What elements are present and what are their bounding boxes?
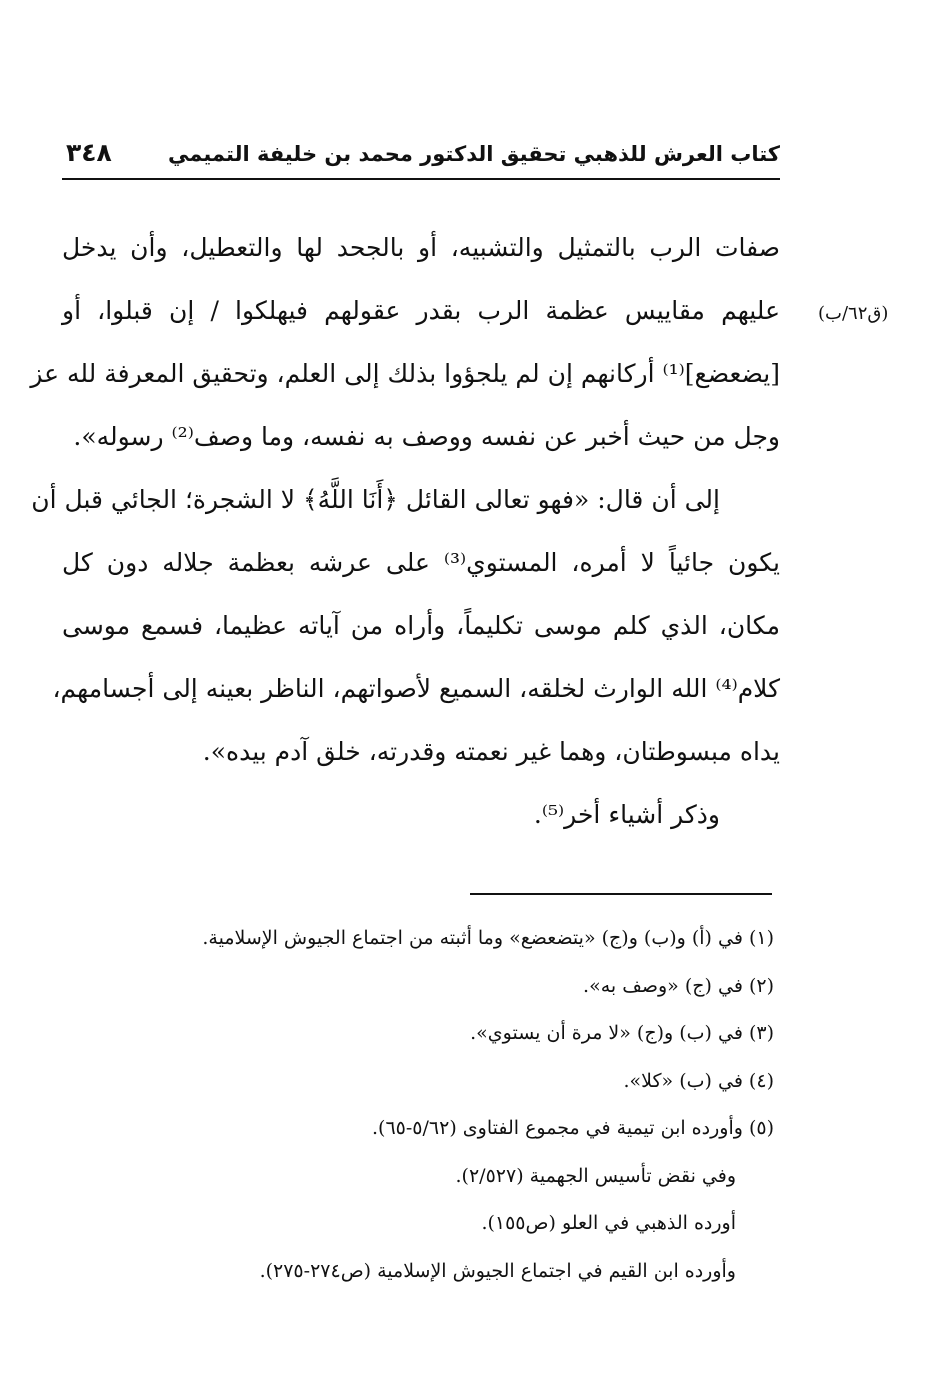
footnote-separator	[470, 893, 772, 895]
footnote-continuation: أورده الذهبي في العلو (ص١٥٥).	[481, 1212, 736, 1234]
main-text	[30, 222, 780, 852]
footnotes	[62, 918, 774, 1298]
text-line: مكان، الذي كلم موسى تكليماً، وأراه من آياته عظيما، فسمع موسى	[62, 611, 780, 640]
manuscript-folio-note: (ق٦٢/ب)	[818, 303, 889, 324]
text-line: كلام⁽⁴⁾ الله الوارث لخلقه، السميع لأصواتهم، الناظر بعينه إلى أجسامهم،	[52, 674, 780, 703]
text-line: وذكر أشياء أخر⁽⁵⁾.	[533, 800, 720, 829]
running-header-title: كتاب العرش للذهبي تحقيق الدكتور محمد بن خليفة التميمي	[168, 142, 780, 166]
text-line: يكون جائياً لا أمره، المستوي⁽³⁾ على عرشه بعظمة جلاله دون كل	[62, 548, 780, 577]
text-line: [يضعضع]⁽¹⁾ أركانهم إن لم يلجؤوا بذلك إلى العلم، وتحقيق المعرفة لله عز	[30, 359, 780, 388]
running-header	[62, 138, 780, 180]
footnote: (٥) وأورده ابن تيمية في مجموع الفتاوى (٥/٦٢-٦٥).	[372, 1117, 774, 1139]
footnote: (٤) في (ب) «كلا».	[623, 1069, 774, 1092]
footnote: (٣) في (ب) و(ج) «لا مرة أن يستوي».	[470, 1022, 774, 1044]
footnote: (١) في (أ) و(ب) و(ج) «يتضعضع» وما أثبته من اجتماع الجيوش الإسلامية.	[202, 927, 774, 949]
footnote: (٢) في (ج) «وصف به».	[583, 974, 774, 997]
footnote-continuation: وفي نقض تأسيس الجهمية (٢/٥٢٧).	[455, 1164, 736, 1187]
text-line: وجل من حيث أخبر عن نفسه ووصف به نفسه، وما وصف⁽²⁾ رسوله».	[73, 422, 780, 451]
page-number: ٣٤٨	[66, 138, 112, 167]
text-line: عليهم مقاييس عظمة الرب بقدر عقولهم فيهلكوا / إن قبلوا، أو	[62, 296, 780, 325]
text-line: صفات الرب بالتمثيل والتشبيه، أو بالجحد لها والتعطيل، وأن يدخل	[62, 233, 780, 262]
text-line: إلى أن قال: «فهو تعالى القائل ﴿أَنَا اللَّهُ﴾ لا الشجرة؛ الجائي قبل أن	[31, 485, 720, 514]
text-line: يداه مبسوطتان، وهما غير نعمته وقدرته، خلق آدم بيده».	[202, 737, 780, 766]
footnote-continuation: وأورده ابن القيم في اجتماع الجيوش الإسلامية (ص٢٧٤-٢٧٥).	[259, 1259, 736, 1282]
